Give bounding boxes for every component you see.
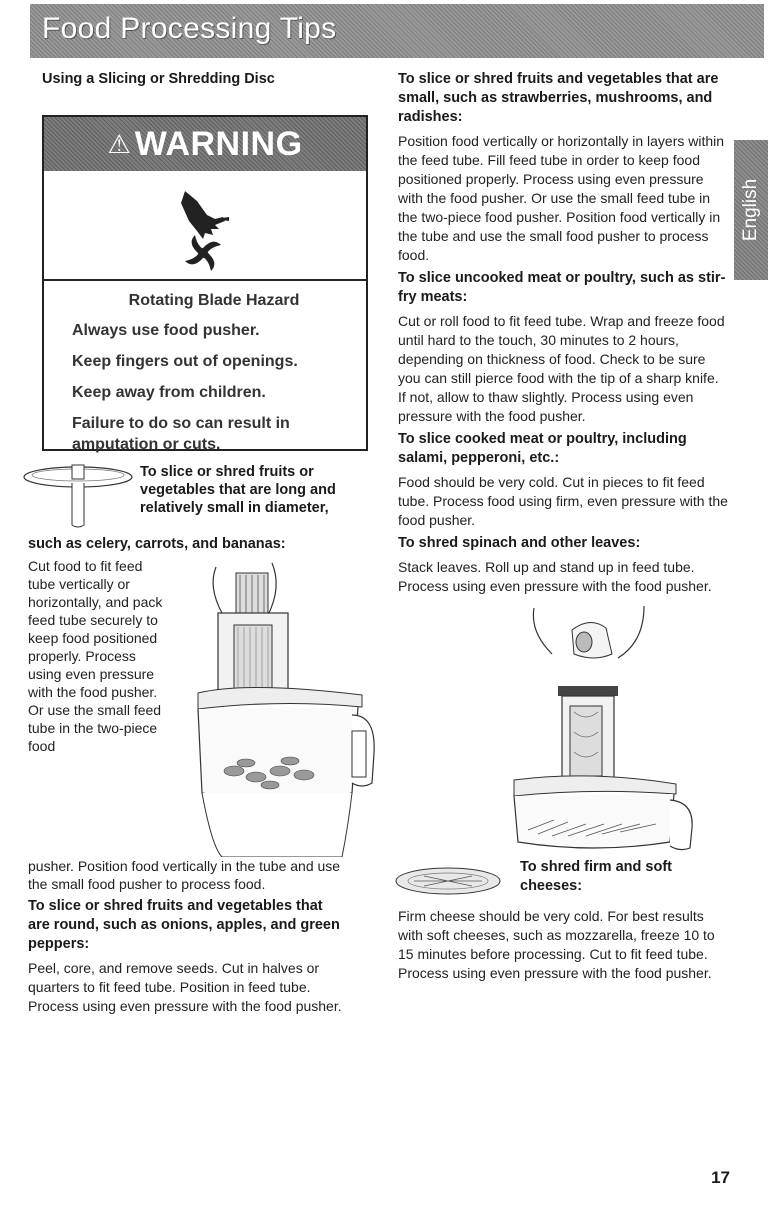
cooked-meat-text: Food should be very cold. Cut in pieces to fit feed tube. Process food using firm, even pressure with the food pusher. [398,474,728,528]
round-vegetables-heading: To slice or shred fruits and vegetables that are round, such as onions, apples, and green peppers: [28,898,340,952]
warning-hazard: Rotating Blade Hazard [128,292,300,309]
round-vegetables-text: Peel, core, and remove seeds. Cut in halves or quarters to fit feed tube. Position in feed tube. Process using even pressure with the food pusher. [28,960,342,1014]
cheese-section-header [398,858,728,902]
cheese-text: Firm cheese should be very cold. For best results with soft cheeses, such as mozzarella, freeze 10 to 15 minutes before processing. Cut to fit feed tube. Process using even pressure with the food pusher. [398,908,715,981]
warning-box [42,115,368,451]
long-vegetables-text-cont: pusher. Position food vertically in the tube and use the small food pusher to process food. [28,858,341,892]
slicing-disc-icon [22,461,134,537]
warning-line: Failure to do so can result in amputation or cuts. [72,415,290,453]
left-column [28,70,374,1016]
uncooked-meat-heading: To slice uncooked meat or poultry, such as stir-fry meats: [398,270,726,305]
warning-line: Keep away from children. [72,384,266,401]
warning-text [72,292,356,465]
header-banner [30,4,764,58]
page-number: 17 [711,1168,730,1187]
long-vegetables-section [28,463,374,552]
long-vegetables-text: Cut food to fit feed tube vertically or horizontally, and pack feed tube securely to keep food positioned properly. Process using even pressure with the food pusher. Or use the small feed tube in the two-piece food [28,558,163,754]
warning-line: Keep fingers out of openings. [72,353,298,370]
warning-line: Always use food pusher. [72,322,260,339]
cheese-heading: To shred firm and soft cheeses: [520,859,672,894]
language-tab-label: English [740,178,761,242]
warning-header [44,117,366,171]
spinach-text: Stack leaves. Roll up and stand up in feed tube. Process using even pressure with the food pusher. [398,559,712,594]
warning-heading: WARNING [134,124,303,163]
hand-blade-hazard-icon [44,171,366,281]
celery-block [28,557,374,857]
language-tab [734,140,768,280]
shredding-disc-icon [394,866,502,896]
section-title: Using a Slicing or Shredding Disc [42,71,275,87]
small-vegetables-heading: To slice or shred fruits and vegetables that are small, such as strawberries, mushrooms, and radishes: [398,71,719,125]
spinach-heading: To shred spinach and other leaves: [398,535,641,551]
long-vegetables-heading: To slice or shred fruits or vegetables that are long and relatively small in diameter, [140,464,336,516]
warning-triangle-icon: ⚠ [107,128,131,159]
small-vegetables-text: Position food vertically or horizontally in layers within the feed tube. Fill feed tube in order to keep food positioned properly. Process using even pressure with the food pusher. Or use the small feed tube in the two-piece food pusher. Position food vertically in the tube and use the small food pusher to process food. [398,133,725,263]
page-title: Food Processing Tips [42,12,337,45]
food-processor-celery-illustration [192,557,378,857]
food-processor-spinach-illustration [494,602,694,852]
long-vegetables-heading-cont: such as celery, carrots, and bananas: [28,536,286,552]
uncooked-meat-text: Cut or roll food to fit feed tube. Wrap and freeze food until hard to the touch, 30 minutes to 2 hours, depending on thickness of food. Check to be sure you can still pierce food with the tip of a sharp knife. If not, allow to thaw slightly. Process using even pressure with the food pusher. [398,313,725,424]
right-column [398,70,728,983]
cooked-meat-heading: To slice cooked meat or poultry, including salami, pepperoni, etc.: [398,431,687,466]
